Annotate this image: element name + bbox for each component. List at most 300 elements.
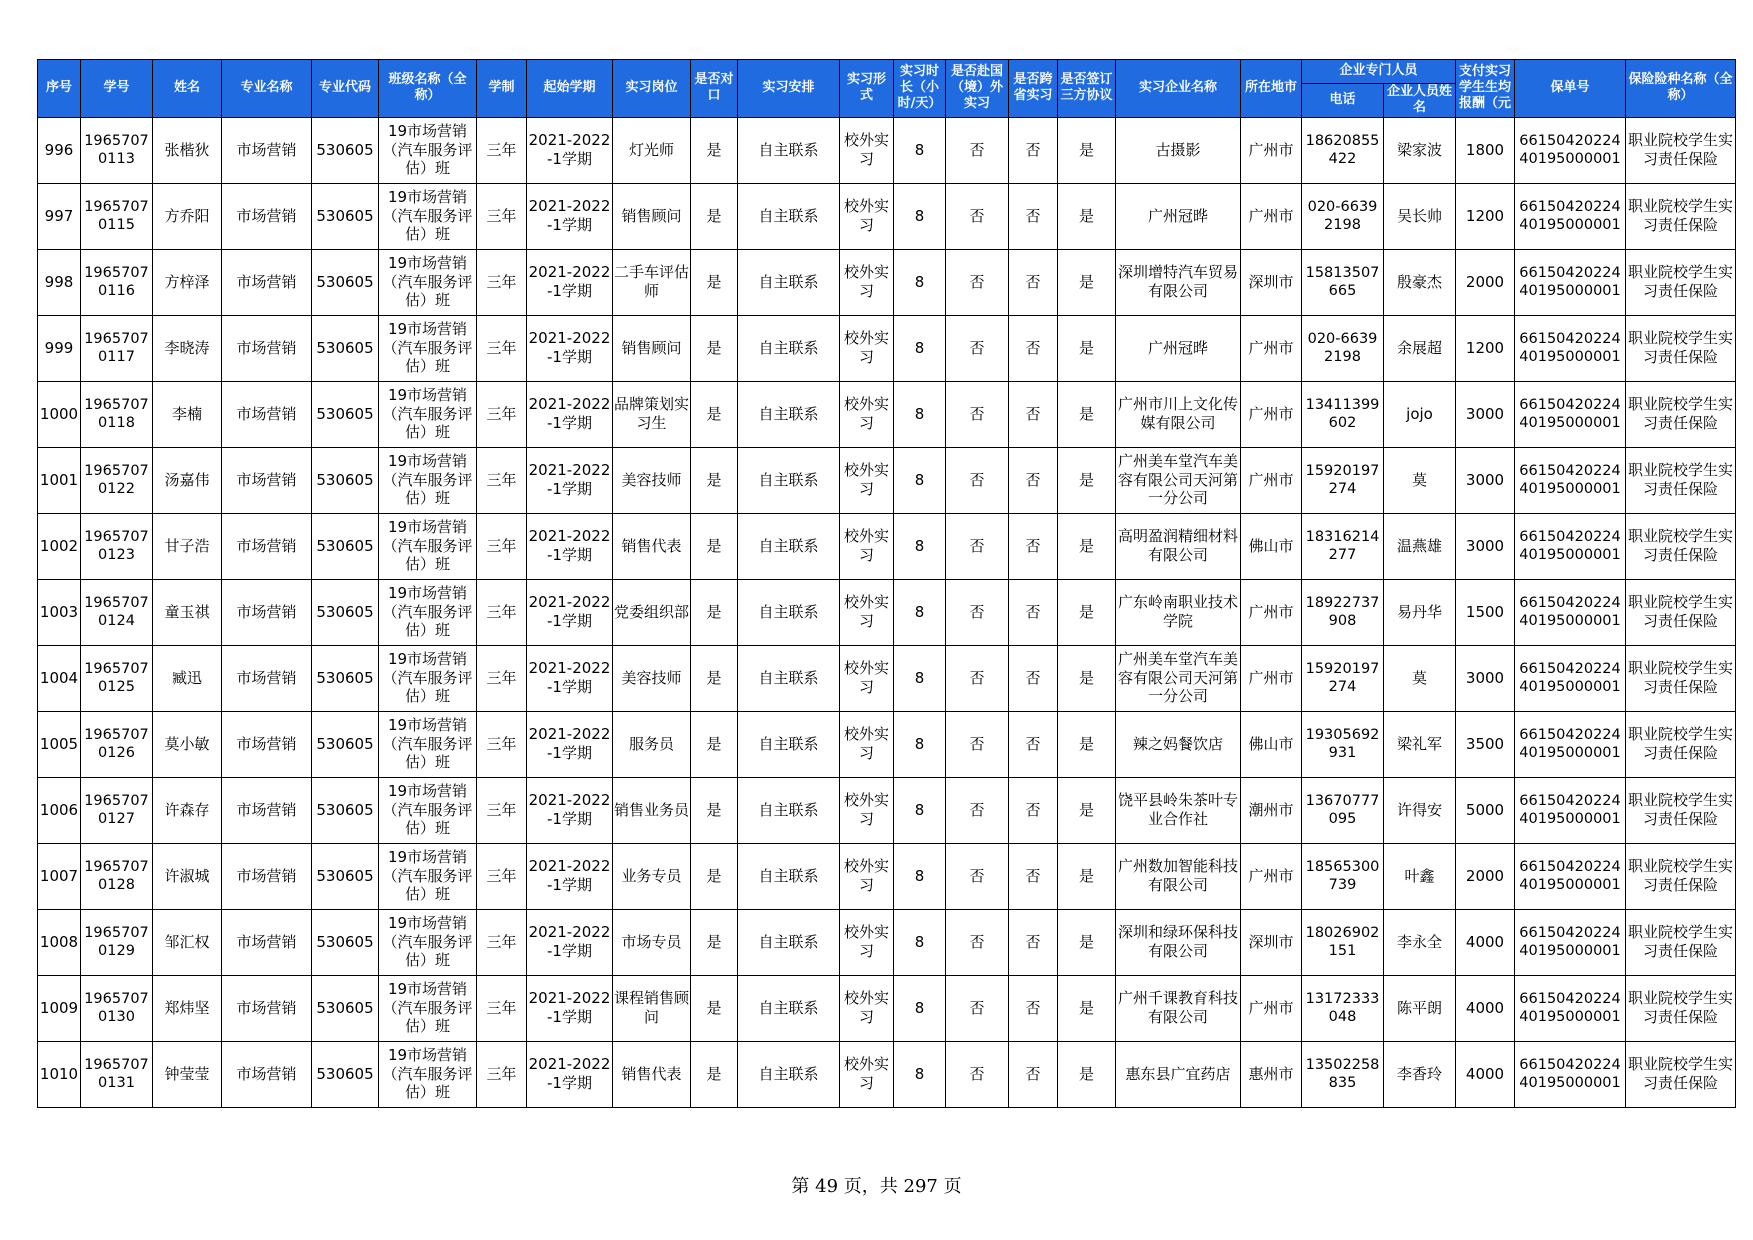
cell-position: 课程销售顾问 (613, 975, 691, 1041)
cell-pay: 2000 (1456, 843, 1515, 909)
cell-city: 广州市 (1241, 447, 1302, 513)
cell-policy-no: 6615042022440195000001 (1515, 249, 1626, 315)
cell-policy-no: 6615042022440195000001 (1515, 777, 1626, 843)
cell-seq: 999 (38, 315, 81, 381)
cell-form: 校外实习 (840, 843, 894, 909)
cell-insurance: 职业院校学生实习责任保险 (1626, 315, 1736, 381)
cell-start-term: 2021-2022-1学期 (527, 117, 613, 183)
cell-phone: 19305692931 (1302, 711, 1384, 777)
header-insurance: 保险险种名称（全称） (1626, 60, 1736, 118)
cell-phone: 18565300739 (1302, 843, 1384, 909)
cell-form: 校外实习 (840, 975, 894, 1041)
cell-policy-no: 6615042022440195000001 (1515, 843, 1626, 909)
cell-start-term: 2021-2022-1学期 (527, 1041, 613, 1107)
cell-name: 张楷狄 (153, 117, 222, 183)
table-row (38, 579, 1736, 645)
cell-form: 校外实习 (840, 183, 894, 249)
cell-arrangement: 自主联系 (738, 117, 840, 183)
cell-abroad: 否 (946, 579, 1009, 645)
cell-city: 广州市 (1241, 183, 1302, 249)
cell-position: 党委组织部 (613, 579, 691, 645)
cell-matched: 是 (691, 513, 738, 579)
cell-duration: 三年 (477, 711, 527, 777)
cell-matched: 是 (691, 447, 738, 513)
cell-major: 市场营销 (222, 777, 312, 843)
cell-pay: 3000 (1456, 513, 1515, 579)
cell-name: 李晓涛 (153, 315, 222, 381)
cell-staff-name: jojo (1384, 381, 1456, 447)
cell-cross-province: 否 (1009, 117, 1058, 183)
cell-major: 市场营销 (222, 315, 312, 381)
cell-major-code: 530605 (312, 777, 379, 843)
cell-staff-name: 莫 (1384, 645, 1456, 711)
cell-position: 销售代表 (613, 513, 691, 579)
cell-name: 李楠 (153, 381, 222, 447)
cell-position: 灯光师 (613, 117, 691, 183)
cell-insurance: 职业院校学生实习责任保险 (1626, 249, 1736, 315)
header-class-name: 班级名称（全称） (379, 60, 477, 118)
table-row (38, 447, 1736, 513)
cell-student-id: 19657070124 (81, 579, 153, 645)
cell-staff-name: 李永全 (1384, 909, 1456, 975)
cell-form: 校外实习 (840, 381, 894, 447)
cell-hours: 8 (894, 777, 946, 843)
cell-seq: 996 (38, 117, 81, 183)
cell-abroad: 否 (946, 117, 1009, 183)
cell-hours: 8 (894, 645, 946, 711)
cell-policy-no: 6615042022440195000001 (1515, 513, 1626, 579)
cell-form: 校外实习 (840, 909, 894, 975)
table-header (38, 60, 1736, 118)
cell-arrangement: 自主联系 (738, 249, 840, 315)
cell-city: 佛山市 (1241, 711, 1302, 777)
cell-hours: 8 (894, 1041, 946, 1107)
table-row (38, 183, 1736, 249)
cell-cross-province: 否 (1009, 315, 1058, 381)
cell-form: 校外实习 (840, 777, 894, 843)
cell-seq: 1010 (38, 1041, 81, 1107)
cell-cross-province: 否 (1009, 843, 1058, 909)
cell-seq: 997 (38, 183, 81, 249)
cell-major: 市场营销 (222, 711, 312, 777)
cell-staff-name: 陈平朗 (1384, 975, 1456, 1041)
cell-tripartite: 是 (1058, 117, 1116, 183)
cell-tripartite: 是 (1058, 447, 1116, 513)
cell-cross-province: 否 (1009, 777, 1058, 843)
cell-company: 古摄影 (1116, 117, 1241, 183)
cell-major-code: 530605 (312, 381, 379, 447)
cell-position: 销售代表 (613, 1041, 691, 1107)
cell-tripartite: 是 (1058, 513, 1116, 579)
cell-position: 市场专员 (613, 909, 691, 975)
cell-matched: 是 (691, 249, 738, 315)
cell-form: 校外实习 (840, 249, 894, 315)
cell-pay: 2000 (1456, 249, 1515, 315)
cell-staff-name: 梁家波 (1384, 117, 1456, 183)
cell-start-term: 2021-2022-1学期 (527, 381, 613, 447)
cell-class-name: 19市场营销（汽车服务评估）班 (379, 447, 477, 513)
cell-major: 市场营销 (222, 447, 312, 513)
header-student-id: 学号 (81, 60, 153, 118)
cell-start-term: 2021-2022-1学期 (527, 975, 613, 1041)
cell-class-name: 19市场营销（汽车服务评估）班 (379, 315, 477, 381)
cell-matched: 是 (691, 1041, 738, 1107)
cell-matched: 是 (691, 645, 738, 711)
cell-tripartite: 是 (1058, 777, 1116, 843)
cell-pay: 4000 (1456, 1041, 1515, 1107)
header-company-staff: 企业专门人员 (1302, 60, 1456, 84)
cell-major: 市场营销 (222, 117, 312, 183)
cell-matched: 是 (691, 183, 738, 249)
cell-policy-no: 6615042022440195000001 (1515, 909, 1626, 975)
table-row (38, 975, 1736, 1041)
cell-cross-province: 否 (1009, 645, 1058, 711)
cell-position: 业务专员 (613, 843, 691, 909)
cell-seq: 1004 (38, 645, 81, 711)
cell-position: 品牌策划实习生 (613, 381, 691, 447)
cell-tripartite: 是 (1058, 843, 1116, 909)
cell-pay: 5000 (1456, 777, 1515, 843)
cell-class-name: 19市场营销（汽车服务评估）班 (379, 117, 477, 183)
cell-arrangement: 自主联系 (738, 1041, 840, 1107)
cell-policy-no: 6615042022440195000001 (1515, 381, 1626, 447)
cell-city: 广州市 (1241, 579, 1302, 645)
cell-form: 校外实习 (840, 645, 894, 711)
cell-insurance: 职业院校学生实习责任保险 (1626, 711, 1736, 777)
cell-abroad: 否 (946, 183, 1009, 249)
cell-policy-no: 6615042022440195000001 (1515, 447, 1626, 513)
cell-abroad: 否 (946, 777, 1009, 843)
cell-phone: 13172333048 (1302, 975, 1384, 1041)
cell-duration: 三年 (477, 645, 527, 711)
cell-name: 方梓泽 (153, 249, 222, 315)
cell-abroad: 否 (946, 909, 1009, 975)
cell-matched: 是 (691, 117, 738, 183)
cell-name: 郑炜坚 (153, 975, 222, 1041)
cell-company: 深圳和绿环保科技有限公司 (1116, 909, 1241, 975)
cell-arrangement: 自主联系 (738, 513, 840, 579)
cell-name: 许森存 (153, 777, 222, 843)
cell-student-id: 19657070113 (81, 117, 153, 183)
cell-phone: 15813507665 (1302, 249, 1384, 315)
header-policy-no: 保单号 (1515, 60, 1626, 118)
cell-seq: 1006 (38, 777, 81, 843)
cell-student-id: 19657070126 (81, 711, 153, 777)
cell-arrangement: 自主联系 (738, 975, 840, 1041)
cell-phone: 18922737908 (1302, 579, 1384, 645)
cell-policy-no: 6615042022440195000001 (1515, 645, 1626, 711)
cell-form: 校外实习 (840, 1041, 894, 1107)
cell-company: 深圳增特汽车贸易有限公司 (1116, 249, 1241, 315)
cell-name: 甘子浩 (153, 513, 222, 579)
cell-phone: 13502258835 (1302, 1041, 1384, 1107)
cell-major: 市场营销 (222, 1041, 312, 1107)
cell-student-id: 19657070131 (81, 1041, 153, 1107)
cell-tripartite: 是 (1058, 579, 1116, 645)
table-row (38, 117, 1736, 183)
cell-cross-province: 否 (1009, 909, 1058, 975)
cell-tripartite: 是 (1058, 909, 1116, 975)
cell-insurance: 职业院校学生实习责任保险 (1626, 579, 1736, 645)
cell-arrangement: 自主联系 (738, 843, 840, 909)
cell-major-code: 530605 (312, 513, 379, 579)
cell-student-id: 19657070125 (81, 645, 153, 711)
table-row (38, 909, 1736, 975)
cell-class-name: 19市场营销（汽车服务评估）班 (379, 381, 477, 447)
cell-insurance: 职业院校学生实习责任保险 (1626, 777, 1736, 843)
cell-name: 钟莹莹 (153, 1041, 222, 1107)
cell-seq: 1007 (38, 843, 81, 909)
cell-pay: 1500 (1456, 579, 1515, 645)
cell-phone: 13670777095 (1302, 777, 1384, 843)
cell-class-name: 19市场营销（汽车服务评估）班 (379, 843, 477, 909)
cell-pay: 4000 (1456, 909, 1515, 975)
cell-class-name: 19市场营销（汽车服务评估）班 (379, 909, 477, 975)
table-row (38, 1041, 1736, 1107)
cell-staff-name: 殷豪杰 (1384, 249, 1456, 315)
cell-arrangement: 自主联系 (738, 381, 840, 447)
cell-cross-province: 否 (1009, 447, 1058, 513)
cell-company: 广州千课教育科技有限公司 (1116, 975, 1241, 1041)
cell-major-code: 530605 (312, 645, 379, 711)
page-footer: 第 49 页，共 297 页 (791, 1176, 962, 1197)
cell-start-term: 2021-2022-1学期 (527, 249, 613, 315)
cell-position: 销售顾问 (613, 183, 691, 249)
cell-class-name: 19市场营销（汽车服务评估）班 (379, 777, 477, 843)
cell-phone: 020-66392198 (1302, 315, 1384, 381)
cell-major-code: 530605 (312, 711, 379, 777)
cell-cross-province: 否 (1009, 183, 1058, 249)
cell-major-code: 530605 (312, 249, 379, 315)
cell-staff-name: 李香玲 (1384, 1041, 1456, 1107)
cell-tripartite: 是 (1058, 183, 1116, 249)
cell-arrangement: 自主联系 (738, 447, 840, 513)
cell-company: 广州美车堂汽车美容有限公司天河第一分公司 (1116, 447, 1241, 513)
cell-pay: 3000 (1456, 447, 1515, 513)
cell-start-term: 2021-2022-1学期 (527, 909, 613, 975)
cell-tripartite: 是 (1058, 711, 1116, 777)
cell-duration: 三年 (477, 249, 527, 315)
cell-abroad: 否 (946, 249, 1009, 315)
cell-start-term: 2021-2022-1学期 (527, 645, 613, 711)
cell-company: 广州市川上文化传媒有限公司 (1116, 381, 1241, 447)
cell-policy-no: 6615042022440195000001 (1515, 117, 1626, 183)
cell-hours: 8 (894, 447, 946, 513)
cell-class-name: 19市场营销（汽车服务评估）班 (379, 579, 477, 645)
cell-form: 校外实习 (840, 315, 894, 381)
cell-staff-name: 余展超 (1384, 315, 1456, 381)
cell-pay: 1200 (1456, 315, 1515, 381)
header-major-code: 专业代码 (312, 60, 379, 118)
cell-duration: 三年 (477, 513, 527, 579)
cell-class-name: 19市场营销（汽车服务评估）班 (379, 1041, 477, 1107)
cell-student-id: 19657070118 (81, 381, 153, 447)
cell-phone: 020-66392198 (1302, 183, 1384, 249)
cell-city: 广州市 (1241, 315, 1302, 381)
cell-duration: 三年 (477, 447, 527, 513)
cell-phone: 15920197274 (1302, 447, 1384, 513)
cell-student-id: 19657070122 (81, 447, 153, 513)
cell-class-name: 19市场营销（汽车服务评估）班 (379, 183, 477, 249)
cell-start-term: 2021-2022-1学期 (527, 315, 613, 381)
header-name: 姓名 (153, 60, 222, 118)
cell-cross-province: 否 (1009, 975, 1058, 1041)
cell-abroad: 否 (946, 843, 1009, 909)
cell-insurance: 职业院校学生实习责任保险 (1626, 447, 1736, 513)
table-row (38, 711, 1736, 777)
cell-policy-no: 6615042022440195000001 (1515, 711, 1626, 777)
cell-policy-no: 6615042022440195000001 (1515, 579, 1626, 645)
table-row (38, 777, 1736, 843)
cell-class-name: 19市场营销（汽车服务评估）班 (379, 975, 477, 1041)
cell-major-code: 530605 (312, 843, 379, 909)
table-body (38, 117, 1736, 1107)
cell-policy-no: 6615042022440195000001 (1515, 315, 1626, 381)
cell-company: 广东岭南职业技术学院 (1116, 579, 1241, 645)
cell-policy-no: 6615042022440195000001 (1515, 183, 1626, 249)
cell-abroad: 否 (946, 975, 1009, 1041)
cell-name: 莫小敏 (153, 711, 222, 777)
cell-seq: 1009 (38, 975, 81, 1041)
cell-class-name: 19市场营销（汽车服务评估）班 (379, 711, 477, 777)
cell-hours: 8 (894, 315, 946, 381)
table-row (38, 645, 1736, 711)
cell-major: 市场营销 (222, 513, 312, 579)
cell-company: 辣之妈餐饮店 (1116, 711, 1241, 777)
cell-major: 市场营销 (222, 909, 312, 975)
cell-major-code: 530605 (312, 117, 379, 183)
cell-start-term: 2021-2022-1学期 (527, 513, 613, 579)
cell-seq: 998 (38, 249, 81, 315)
cell-company: 高明盈润精细材料有限公司 (1116, 513, 1241, 579)
cell-abroad: 否 (946, 315, 1009, 381)
cell-student-id: 19657070117 (81, 315, 153, 381)
internship-table (37, 59, 1736, 1108)
cell-form: 校外实习 (840, 711, 894, 777)
cell-pay: 3500 (1456, 711, 1515, 777)
cell-duration: 三年 (477, 1041, 527, 1107)
header-position: 实习岗位 (613, 60, 691, 118)
cell-hours: 8 (894, 513, 946, 579)
header-arrangement: 实习安排 (738, 60, 840, 118)
cell-matched: 是 (691, 579, 738, 645)
cell-major: 市场营销 (222, 579, 312, 645)
cell-abroad: 否 (946, 381, 1009, 447)
table-row (38, 249, 1736, 315)
cell-hours: 8 (894, 183, 946, 249)
cell-city: 广州市 (1241, 381, 1302, 447)
cell-hours: 8 (894, 843, 946, 909)
cell-form: 校外实习 (840, 117, 894, 183)
cell-insurance: 职业院校学生实习责任保险 (1626, 183, 1736, 249)
cell-start-term: 2021-2022-1学期 (527, 777, 613, 843)
cell-matched: 是 (691, 777, 738, 843)
cell-arrangement: 自主联系 (738, 315, 840, 381)
header-matched: 是否对口 (691, 60, 738, 118)
cell-staff-name: 梁礼军 (1384, 711, 1456, 777)
cell-position: 美容技师 (613, 447, 691, 513)
header-abroad: 是否赴国（境）外实习 (946, 60, 1009, 118)
cell-city: 深圳市 (1241, 249, 1302, 315)
cell-class-name: 19市场营销（汽车服务评估）班 (379, 249, 477, 315)
cell-major-code: 530605 (312, 579, 379, 645)
cell-hours: 8 (894, 909, 946, 975)
cell-name: 臧迅 (153, 645, 222, 711)
cell-matched: 是 (691, 315, 738, 381)
cell-class-name: 19市场营销（汽车服务评估）班 (379, 513, 477, 579)
header-seq: 序号 (38, 60, 81, 118)
cell-start-term: 2021-2022-1学期 (527, 579, 613, 645)
cell-staff-name: 莫 (1384, 447, 1456, 513)
cell-matched: 是 (691, 975, 738, 1041)
cell-class-name: 19市场营销（汽车服务评估）班 (379, 645, 477, 711)
cell-city: 潮州市 (1241, 777, 1302, 843)
cell-insurance: 职业院校学生实习责任保险 (1626, 117, 1736, 183)
cell-major: 市场营销 (222, 381, 312, 447)
cell-arrangement: 自主联系 (738, 777, 840, 843)
cell-position: 美容技师 (613, 645, 691, 711)
cell-insurance: 职业院校学生实习责任保险 (1626, 645, 1736, 711)
cell-seq: 1005 (38, 711, 81, 777)
cell-pay: 1800 (1456, 117, 1515, 183)
header-start-term: 起始学期 (527, 60, 613, 118)
cell-major-code: 530605 (312, 447, 379, 513)
cell-position: 销售业务员 (613, 777, 691, 843)
cell-pay: 3000 (1456, 381, 1515, 447)
cell-tripartite: 是 (1058, 975, 1116, 1041)
cell-name: 许淑城 (153, 843, 222, 909)
cell-tripartite: 是 (1058, 249, 1116, 315)
cell-hours: 8 (894, 249, 946, 315)
cell-arrangement: 自主联系 (738, 645, 840, 711)
cell-hours: 8 (894, 579, 946, 645)
header-phone: 电话 (1302, 84, 1384, 118)
cell-major-code: 530605 (312, 909, 379, 975)
cell-major-code: 530605 (312, 1041, 379, 1107)
cell-position: 二手车评估师 (613, 249, 691, 315)
cell-cross-province: 否 (1009, 1041, 1058, 1107)
cell-name: 方乔阳 (153, 183, 222, 249)
cell-student-id: 19657070123 (81, 513, 153, 579)
cell-company: 广州美车堂汽车美容有限公司天河第一分公司 (1116, 645, 1241, 711)
cell-city: 广州市 (1241, 843, 1302, 909)
cell-major: 市场营销 (222, 645, 312, 711)
cell-major-code: 530605 (312, 315, 379, 381)
cell-hours: 8 (894, 117, 946, 183)
cell-student-id: 19657070127 (81, 777, 153, 843)
cell-insurance: 职业院校学生实习责任保险 (1626, 381, 1736, 447)
cell-staff-name: 易丹华 (1384, 579, 1456, 645)
cell-seq: 1002 (38, 513, 81, 579)
cell-company: 广州冠晔 (1116, 315, 1241, 381)
cell-insurance: 职业院校学生实习责任保险 (1626, 975, 1736, 1041)
cell-student-id: 19657070116 (81, 249, 153, 315)
cell-start-term: 2021-2022-1学期 (527, 843, 613, 909)
cell-form: 校外实习 (840, 447, 894, 513)
cell-company: 广州冠晔 (1116, 183, 1241, 249)
cell-hours: 8 (894, 975, 946, 1041)
cell-company: 饶平县岭朱茶叶专业合作社 (1116, 777, 1241, 843)
cell-pay: 1200 (1456, 183, 1515, 249)
cell-seq: 1000 (38, 381, 81, 447)
cell-start-term: 2021-2022-1学期 (527, 183, 613, 249)
cell-major-code: 530605 (312, 183, 379, 249)
cell-duration: 三年 (477, 381, 527, 447)
cell-arrangement: 自主联系 (738, 909, 840, 975)
cell-insurance: 职业院校学生实习责任保险 (1626, 843, 1736, 909)
cell-tripartite: 是 (1058, 315, 1116, 381)
cell-duration: 三年 (477, 975, 527, 1041)
